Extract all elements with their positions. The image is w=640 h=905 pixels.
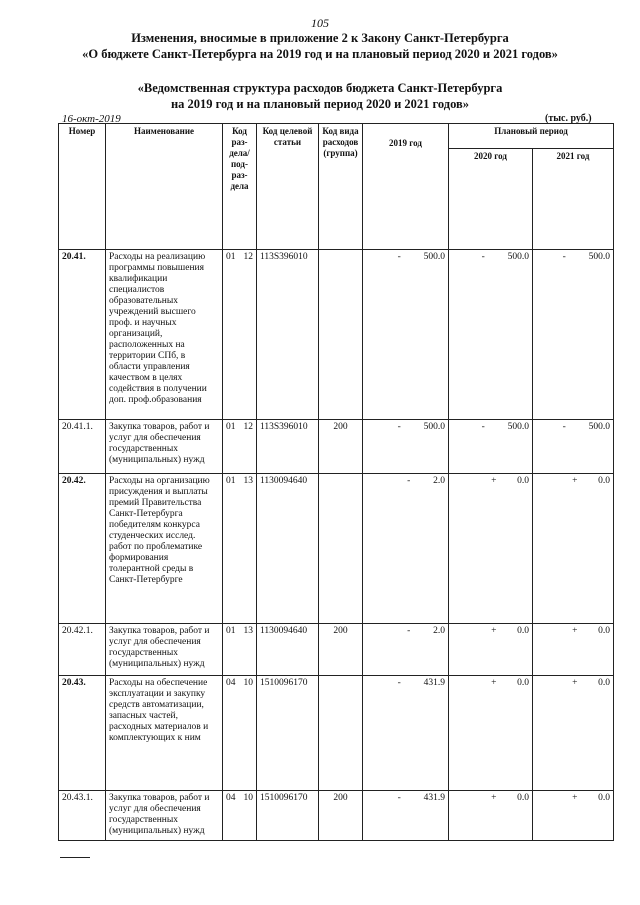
row-section: 01 <box>226 476 236 486</box>
row-kind-code <box>319 474 363 624</box>
row-amount-2019: 2.0 <box>433 476 445 486</box>
row-target-code: 113S396010 <box>257 420 319 474</box>
header-year-2020: 2020 год <box>449 149 533 250</box>
row-sign-2019: - <box>397 422 401 432</box>
row-number: 20.41.1. <box>59 420 106 474</box>
row-value-2020 <box>449 474 533 624</box>
row-amount-2021: 0.0 <box>598 678 610 688</box>
row-sign-2021: + <box>572 476 578 486</box>
row-value-2021 <box>533 474 614 624</box>
row-amount-2020: 0.0 <box>517 793 529 803</box>
row-section-code <box>223 420 257 474</box>
row-name: Расходы на реализацию программы повышения квалификации специалистов образовательных учреждений высшего проф. и научных организаций, расположенных на территории СПб, в области управления качеством в целях содействия в получении доп. проф.образования <box>106 250 223 420</box>
row-section: 01 <box>226 626 236 636</box>
row-value-2019 <box>363 676 449 791</box>
title-line-1: Изменения, вносимые в приложение 2 к Закону Санкт-Петербурга <box>131 31 509 45</box>
row-amount-2021: 500.0 <box>588 422 610 432</box>
row-amount-2019: 500.0 <box>423 422 445 432</box>
row-amount-2020: 500.0 <box>507 422 529 432</box>
row-target-code: 113S396010 <box>257 250 319 420</box>
row-sign-2019: - <box>407 626 411 636</box>
header-plan-period: Плановый период <box>449 124 614 149</box>
row-subsection: 13 <box>243 626 253 636</box>
row-subsection: 12 <box>243 252 253 262</box>
row-value-2021 <box>533 420 614 474</box>
row-number: 20.42.1. <box>59 624 106 676</box>
row-section: 01 <box>226 422 236 432</box>
table-row <box>59 474 614 624</box>
row-sign-2021: - <box>562 422 566 432</box>
row-subsection: 12 <box>243 422 253 432</box>
table-row <box>59 624 614 676</box>
row-section: 04 <box>226 678 236 688</box>
row-sign-2021: + <box>572 678 578 688</box>
row-subsection: 13 <box>243 476 253 486</box>
row-sign-2020: - <box>481 252 485 262</box>
row-kind-code <box>319 676 363 791</box>
document-title <box>0 30 640 62</box>
row-name: Расходы на обеспечение эксплуатации и закупку средств автоматизации, запасных частей, расходных материалов и комплектующих к ним <box>106 676 223 791</box>
row-value-2021 <box>533 676 614 791</box>
row-sign-2020: - <box>481 422 485 432</box>
row-section: 01 <box>226 252 236 262</box>
page-number: 105 <box>311 16 329 30</box>
table-row <box>59 420 614 474</box>
header-year-2019: 2019 год <box>363 124 449 250</box>
row-target-code: 1510096170 <box>257 791 319 841</box>
row-value-2020 <box>449 624 533 676</box>
row-target-code: 1130094640 <box>257 624 319 676</box>
row-kind-code: 200 <box>319 791 363 841</box>
row-kind-code: 200 <box>319 624 363 676</box>
row-amount-2020: 0.0 <box>517 476 529 486</box>
row-value-2020 <box>449 420 533 474</box>
row-sign-2021: + <box>572 793 578 803</box>
table-row <box>59 791 614 841</box>
expenditure-table <box>58 123 614 841</box>
row-section-code <box>223 624 257 676</box>
row-subsection: 10 <box>243 793 253 803</box>
row-value-2020 <box>449 791 533 841</box>
row-sign-2019: - <box>407 476 411 486</box>
title-line-2: «О бюджете Санкт-Петербурга на 2019 год и на плановый период 2020 и 2021 годов» <box>82 47 558 61</box>
header-year-2021: 2021 год <box>533 149 614 250</box>
row-section: 04 <box>226 793 236 803</box>
row-amount-2021: 0.0 <box>598 626 610 636</box>
row-sign-2020: + <box>491 476 497 486</box>
subtitle-line-2: на 2019 год и на плановый период 2020 и 2021 годов» <box>170 97 470 111</box>
row-amount-2021: 0.0 <box>598 476 610 486</box>
row-sign-2019: - <box>397 793 401 803</box>
row-section-code <box>223 676 257 791</box>
row-amount-2020: 0.0 <box>517 678 529 688</box>
row-target-code: 1510096170 <box>257 676 319 791</box>
row-name: Закупка товаров, работ и услуг для обеспечения государственных (муниципальных) нужд <box>106 624 223 676</box>
row-value-2021 <box>533 250 614 420</box>
table-row <box>59 250 614 420</box>
row-sign-2021: - <box>562 252 566 262</box>
row-value-2019 <box>363 474 449 624</box>
row-value-2020 <box>449 676 533 791</box>
row-amount-2021: 0.0 <box>598 793 610 803</box>
row-name: Расходы на организацию присуждения и выплаты премий Правительства Санкт-Петербурга победителям конкурса студенческих исслед. работ по проблематике формирования толерантной среды в Санкт-Петербурге <box>106 474 223 624</box>
row-value-2019 <box>363 624 449 676</box>
row-sign-2020: + <box>491 626 497 636</box>
row-target-code: 1130094640 <box>257 474 319 624</box>
row-amount-2019: 431.9 <box>423 678 445 688</box>
row-subsection: 10 <box>243 678 253 688</box>
row-sign-2020: + <box>491 793 497 803</box>
row-amount-2020: 0.0 <box>517 626 529 636</box>
row-amount-2019: 2.0 <box>433 626 445 636</box>
header-number: Номер <box>59 124 106 250</box>
row-section-code <box>223 791 257 841</box>
header-name: Наименование <box>106 124 223 250</box>
document-subtitle <box>0 80 640 112</box>
row-value-2020 <box>449 250 533 420</box>
row-number: 20.43.1. <box>59 791 106 841</box>
row-sign-2019: - <box>397 678 401 688</box>
row-number: 20.42. <box>59 474 106 624</box>
row-sign-2020: + <box>491 678 497 688</box>
row-name: Закупка товаров, работ и услуг для обеспечения государственных (муниципальных) нужд <box>106 420 223 474</box>
header-kind-code: Код вида расходов (группа) <box>319 124 363 250</box>
row-value-2021 <box>533 791 614 841</box>
row-value-2021 <box>533 624 614 676</box>
row-name: Закупка товаров, работ и услуг для обеспечения государственных (муниципальных) нужд <box>106 791 223 841</box>
header-section-code: Код раз-дела/ под-раз-дела <box>223 124 257 250</box>
row-kind-code <box>319 250 363 420</box>
row-amount-2020: 500.0 <box>507 252 529 262</box>
row-section-code <box>223 250 257 420</box>
row-value-2019 <box>363 791 449 841</box>
row-sign-2021: + <box>572 626 578 636</box>
row-value-2019 <box>363 420 449 474</box>
row-sign-2019: - <box>397 252 401 262</box>
row-number: 20.43. <box>59 676 106 791</box>
row-kind-code: 200 <box>319 420 363 474</box>
subtitle-line-1: «Ведомственная структура расходов бюджета Санкт-Петербурга <box>137 81 503 95</box>
footer-rule <box>60 857 90 858</box>
header-target-code: Код целевой статьи <box>257 124 319 250</box>
document-date: 16-окт-2019 <box>62 113 121 125</box>
row-amount-2021: 500.0 <box>588 252 610 262</box>
table-row <box>59 676 614 791</box>
row-number: 20.41. <box>59 250 106 420</box>
units-label: (тыс. руб.) <box>545 113 592 124</box>
row-amount-2019: 431.9 <box>423 793 445 803</box>
row-value-2019 <box>363 250 449 420</box>
row-section-code <box>223 474 257 624</box>
row-amount-2019: 500.0 <box>423 252 445 262</box>
